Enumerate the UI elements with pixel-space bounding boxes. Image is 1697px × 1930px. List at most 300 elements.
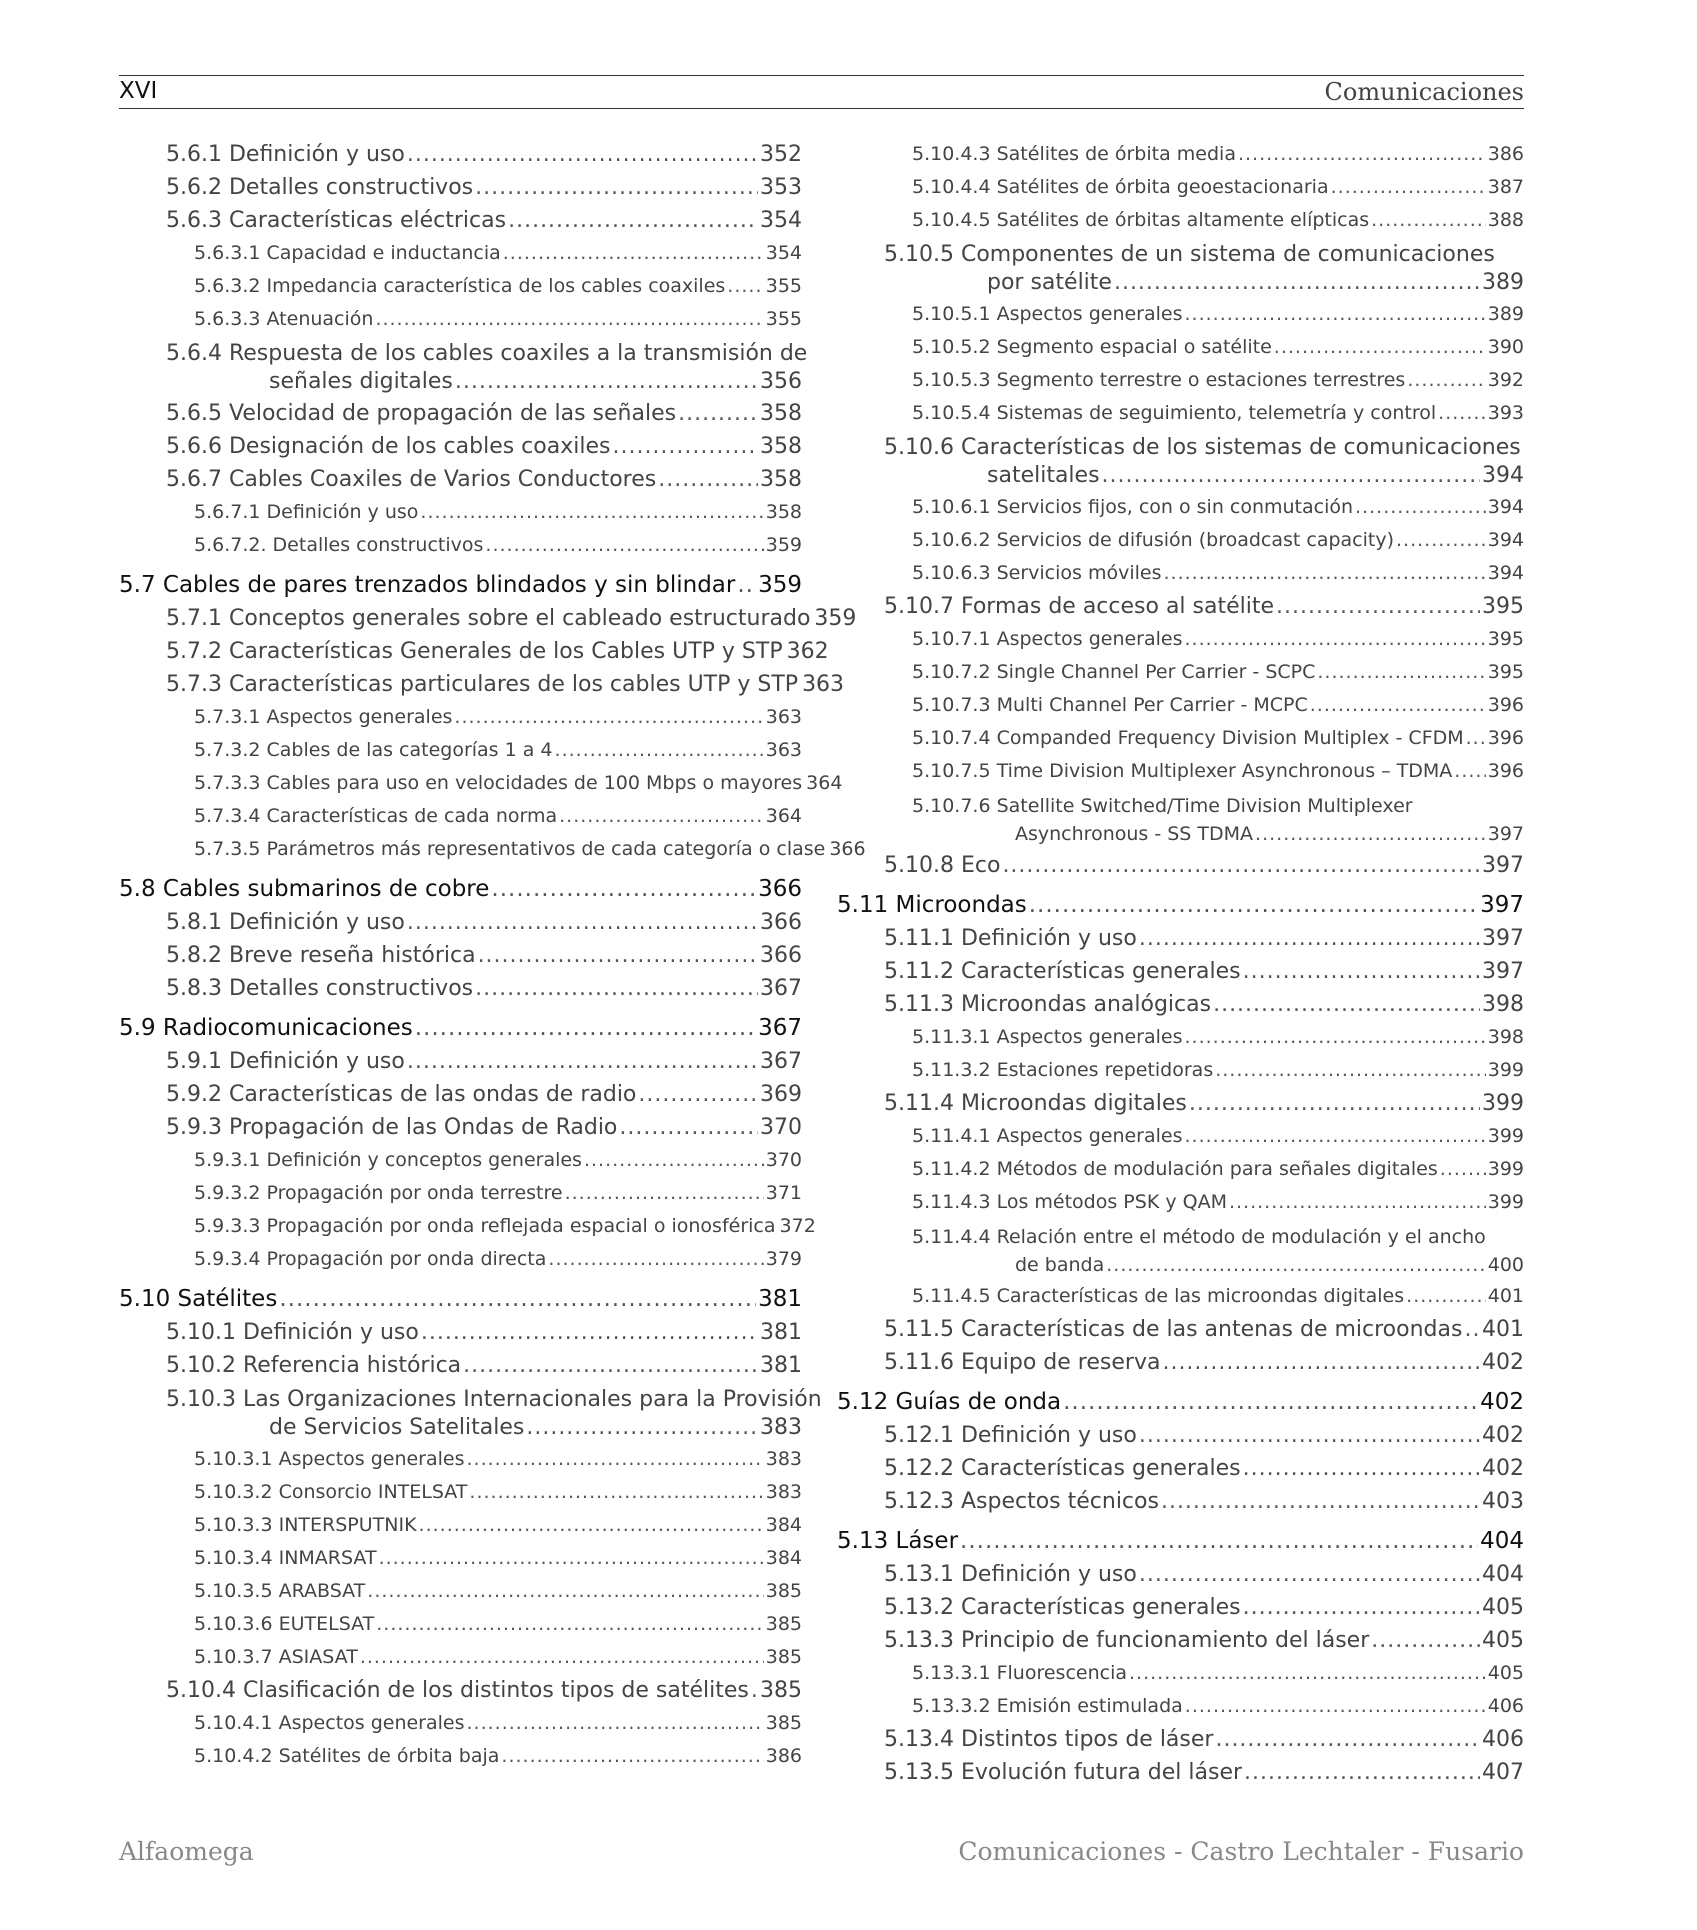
toc-page-number: 362: [786, 639, 829, 664]
toc-entry[interactable]: [837, 1153, 1524, 1186]
toc-entry-title: 5.13.3.1 Fluorescencia: [912, 1662, 1128, 1684]
dot-leader: [548, 1243, 763, 1276]
toc-page-number: 358: [765, 501, 802, 523]
toc-entry-title-continuation: señales digitales: [269, 369, 453, 394]
toc-entry-title: 5.10.3.5 ARABSAT: [194, 1580, 366, 1602]
toc-page-number: 384: [765, 1514, 802, 1536]
toc-entry[interactable]: [119, 873, 802, 906]
toc-entry[interactable]: [837, 1186, 1524, 1219]
toc-entry[interactable]: [837, 557, 1524, 590]
toc-entry[interactable]: [837, 788, 1524, 849]
toc-entry[interactable]: [837, 1756, 1524, 1789]
running-title: Comunicaciones: [1324, 78, 1524, 106]
toc-entry[interactable]: [119, 602, 857, 635]
toc-entry[interactable]: [119, 1740, 802, 1773]
toc-entry[interactable]: [119, 336, 808, 397]
toc-column-left: [119, 138, 866, 1773]
toc-entry[interactable]: [837, 1657, 1524, 1690]
toc-page-number: 385: [765, 1646, 802, 1668]
toc-entry[interactable]: [119, 1707, 802, 1740]
toc-entry-title: 5.10.5.1 Aspectos generales: [912, 303, 1183, 325]
toc-entry-title: 5.9.2 Características de las ondas de radio: [166, 1082, 637, 1107]
toc-entry-title: 5.11.5 Características de las antenas de microondas: [884, 1317, 1463, 1342]
toc-page-number: 402: [1480, 1389, 1524, 1415]
dot-leader: [1438, 397, 1486, 430]
toc-page-number: 364: [765, 805, 802, 827]
toc-page-number: 396: [1487, 694, 1524, 716]
toc-entry-title: 5.11.3.2 Estaciones repetidoras: [912, 1059, 1214, 1081]
toc-page-number: 367: [760, 976, 802, 1001]
dot-leader: [1238, 138, 1486, 171]
dot-leader: [1106, 1251, 1485, 1279]
dot-leader: [555, 734, 764, 767]
toc-entry[interactable]: [837, 988, 1524, 1021]
toc-entry[interactable]: [837, 689, 1524, 722]
toc-entry-title: 5.12.3 Aspectos técnicos: [884, 1489, 1159, 1514]
toc-entry[interactable]: [119, 171, 802, 204]
toc-page-number: 371: [765, 1182, 802, 1204]
toc-entry-title: 5.9.3.3 Propagación por onda reflejada espacial o ionosférica: [194, 1215, 776, 1237]
toc-entry-title: 5.13.3 Principio de funcionamiento del láser: [884, 1628, 1370, 1653]
toc-page-number: 359: [758, 572, 802, 598]
toc-entry-title: 5.7.3 Características particulares de los cables UTP y STP: [166, 672, 799, 697]
toc-page-number: 397: [1482, 926, 1524, 951]
dot-leader: [638, 1078, 758, 1111]
toc-entry-title: 5.7.2 Características Generales de los Cables UTP y STP: [166, 639, 783, 664]
toc-entry-title: 5.11.4.2 Métodos de modulación para señales digitales: [912, 1158, 1438, 1180]
toc-page-number: 393: [1487, 402, 1524, 424]
toc-entry-title: 5.7.3.4 Características de cada norma: [194, 805, 558, 827]
toc-entry-title: 5.11.4 Microondas digitales: [884, 1091, 1187, 1116]
toc-page-number: 395: [1487, 628, 1524, 650]
toc-entry[interactable]: [119, 1012, 802, 1045]
toc-page-number: 388: [1487, 209, 1524, 231]
toc-entry[interactable]: [837, 237, 1524, 298]
dot-leader: [467, 1707, 764, 1740]
toc-entry[interactable]: [837, 1591, 1524, 1624]
toc-page-number: 363: [765, 706, 802, 728]
toc-page-number: 363: [765, 739, 802, 761]
toc-page-number: 353: [760, 175, 802, 200]
toc-entry[interactable]: [119, 1443, 802, 1476]
toc-page-number: 402: [1482, 1423, 1524, 1448]
toc-entry[interactable]: [119, 1316, 802, 1349]
toc-entry-title: 5.10.3.6 EUTELSAT: [194, 1613, 375, 1635]
toc-entry[interactable]: [119, 1641, 802, 1674]
dot-leader: [678, 397, 758, 430]
toc-entry[interactable]: [837, 331, 1524, 364]
toc-page-number: 370: [760, 1115, 802, 1140]
dot-leader: [1215, 1723, 1480, 1756]
toc-entry-title: 5.10.5.3 Segmento terrestre o estaciones terrestres: [912, 369, 1406, 391]
toc-entry-title: 5.10.3.1 Aspectos generales: [194, 1448, 465, 1470]
header-bottom-rule: [119, 108, 1524, 109]
toc-entry[interactable]: [119, 1144, 802, 1177]
toc-entry-title: 5.12.1 Definición y uso: [884, 1423, 1137, 1448]
toc-entry[interactable]: [119, 1177, 802, 1210]
toc-page-number: 396: [1487, 760, 1524, 782]
toc-entry-title: 5.6.6 Designación de los cables coaxiles: [166, 434, 611, 459]
toc-page-number: 355: [765, 308, 802, 330]
toc-page-number: 394: [1487, 562, 1524, 584]
dot-leader: [619, 1111, 758, 1144]
toc-page-number: 392: [1487, 369, 1524, 391]
toc-entry-title: 5.10.4.5 Satélites de órbitas altamente elípticas: [912, 209, 1370, 231]
dot-leader: [612, 430, 758, 463]
toc-entry-title-continuation: de banda: [1015, 1254, 1105, 1276]
toc-entry[interactable]: [119, 701, 802, 734]
toc-page-number: 383: [765, 1448, 802, 1470]
toc-entry[interactable]: [837, 1558, 1524, 1591]
toc-entry-title: 5.9.3.1 Definición y conceptos generales: [194, 1149, 582, 1171]
dot-leader: [1274, 331, 1486, 364]
toc-page-number: 354: [765, 242, 802, 264]
toc-entry-title: 5.11.3.1 Aspectos generales: [912, 1026, 1183, 1048]
toc-entry-title: 5.10.5 Componentes de un sistema de comunicaciones: [884, 242, 1495, 267]
toc-entry-title: 5.10.7.5 Time Division Multiplexer Asynchronous – TDMA: [912, 760, 1453, 782]
toc-entry-title: 5.9.1 Definición y uso: [166, 1049, 405, 1074]
toc-entry-title: 5.6.5 Velocidad de propagación de las señales: [166, 401, 677, 426]
toc-entry-title: 5.10.7 Formas de acceso al satélite: [884, 594, 1275, 619]
toc-entry[interactable]: [837, 1054, 1524, 1087]
toc-page-number: 406: [1482, 1727, 1524, 1752]
toc-page-number: 389: [1487, 303, 1524, 325]
toc-entry[interactable]: [119, 237, 802, 270]
toc-entry[interactable]: [837, 1346, 1524, 1379]
toc-page-number: 381: [758, 1286, 802, 1312]
toc-entry-title: 5.10.6.3 Servicios móviles: [912, 562, 1162, 584]
dot-leader: [1139, 1558, 1480, 1591]
dot-leader: [1185, 1120, 1486, 1153]
toc-page-number: 372: [779, 1215, 816, 1237]
toc-entry-title: 5.10.6 Características de los sistemas de comunicaciones: [884, 435, 1521, 460]
toc-entry[interactable]: [119, 1045, 802, 1078]
toc-entry[interactable]: [119, 1382, 822, 1443]
toc-entry[interactable]: [119, 1078, 802, 1111]
toc-entry[interactable]: [119, 906, 802, 939]
toc-entry-title: 5.10.7.3 Multi Channel Per Carrier - MCPC: [912, 694, 1308, 716]
toc-entry[interactable]: [837, 1386, 1524, 1419]
toc-page-number: 405: [1482, 1595, 1524, 1620]
dot-leader: [1317, 656, 1485, 689]
toc-page-number: 358: [760, 467, 802, 492]
toc-page-number: 400: [1487, 1254, 1524, 1276]
toc-entry[interactable]: [837, 755, 1524, 788]
toc-entry[interactable]: [119, 668, 845, 701]
toc-page-number: 364: [806, 772, 843, 794]
toc-entry-title: 5.10.6.1 Servicios fijos, con o sin conmutación: [912, 496, 1354, 518]
toc-entry-title: 5.10.4.2 Satélites de órbita baja: [194, 1745, 500, 1767]
toc-entry[interactable]: [837, 922, 1524, 955]
dot-leader: [478, 939, 758, 972]
dot-leader: [375, 303, 763, 336]
toc-entry-title: 5.11.6 Equipo de reserva: [884, 1350, 1161, 1375]
toc-entry[interactable]: [837, 1624, 1524, 1657]
dot-leader: [1139, 1419, 1480, 1452]
dot-leader: [1129, 1657, 1486, 1690]
toc-entry[interactable]: [837, 364, 1524, 397]
toc-entry[interactable]: [119, 972, 802, 1005]
toc-page-number: 394: [1482, 463, 1524, 488]
toc-entry-title: 5.10.4.3 Satélites de órbita media: [912, 143, 1236, 165]
toc-entry[interactable]: [837, 1452, 1524, 1485]
toc-entry[interactable]: [837, 171, 1524, 204]
toc-entry[interactable]: [837, 889, 1524, 922]
toc-entry-title: 5.11.2 Características generales: [884, 959, 1241, 984]
toc-entry-title: 5.13.3.2 Emisión estimulada: [912, 1695, 1183, 1717]
toc-entry[interactable]: [837, 1087, 1524, 1120]
toc-entry[interactable]: [119, 270, 802, 303]
toc-page-number: 405: [1487, 1662, 1524, 1684]
toc-entry[interactable]: [119, 569, 802, 602]
toc-page-number: 398: [1487, 1026, 1524, 1048]
toc-entry-title: 5.13.2 Características generales: [884, 1595, 1241, 1620]
toc-page-number: 397: [1482, 959, 1524, 984]
toc-entry-title: 5.9.3.2 Propagación por onda terrestre: [194, 1182, 563, 1204]
toc-entry[interactable]: [837, 1525, 1524, 1558]
dot-leader: [1185, 1690, 1486, 1723]
dot-leader: [503, 237, 764, 270]
dot-leader: [508, 204, 758, 237]
toc-entry[interactable]: [837, 1485, 1524, 1518]
toc-entry[interactable]: [119, 1575, 802, 1608]
dot-leader: [360, 1641, 764, 1674]
toc-entry[interactable]: [119, 833, 866, 866]
toc-page-number: 366: [760, 943, 802, 968]
header-top-rule: [119, 75, 1524, 76]
dot-leader: [1229, 1186, 1486, 1219]
dot-leader: [469, 1476, 763, 1509]
dot-leader: [467, 1443, 764, 1476]
toc-page-number: 404: [1480, 1528, 1524, 1554]
toc-entry[interactable]: [837, 722, 1524, 755]
toc-entry-title: 5.10.2 Referencia histórica: [166, 1353, 462, 1378]
toc-page-number: 399: [1487, 1158, 1524, 1180]
toc-entry-title: 5.8.3 Detalles constructivos: [166, 976, 474, 1001]
dot-leader: [1162, 1346, 1480, 1379]
toc-entry[interactable]: [837, 524, 1524, 557]
toc-entry-title: 5.13.5 Evolución futura del láser: [884, 1760, 1243, 1785]
toc-page-number: 366: [829, 838, 866, 860]
toc-entry[interactable]: [837, 430, 1524, 491]
toc-page-number: 366: [760, 910, 802, 935]
toc-entry[interactable]: [837, 397, 1524, 430]
dot-leader: [485, 529, 763, 562]
toc-page-number: 370: [765, 1149, 802, 1171]
toc-page-number: 394: [1487, 496, 1524, 518]
toc-entry[interactable]: [837, 1419, 1524, 1452]
toc-entry-title: 5.6.7 Cables Coaxiles de Varios Conductores: [166, 467, 657, 492]
dot-leader: [1396, 524, 1486, 557]
toc-entry-title: 5.11.1 Definición y uso: [884, 926, 1137, 951]
toc-page-number: 404: [1482, 1562, 1524, 1587]
toc-page-number: 397: [1482, 853, 1524, 878]
dot-leader: [1139, 922, 1480, 955]
toc-page-number: 399: [1487, 1059, 1524, 1081]
toc-entry[interactable]: [119, 1283, 802, 1316]
toc-page-number: 399: [1487, 1191, 1524, 1213]
toc-entry-title: 5.10.7.6 Satellite Switched/Time Division Multiplexer: [912, 795, 1413, 817]
toc-entry[interactable]: [837, 138, 1524, 171]
toc-entry-title: 5.10.3.3 INTERSPUTNIK: [194, 1514, 417, 1536]
toc-entry[interactable]: [119, 397, 802, 430]
dot-leader: [1464, 1313, 1480, 1346]
toc-entry[interactable]: [837, 491, 1524, 524]
toc-entry[interactable]: [119, 1349, 802, 1382]
toc-entry-title: 5.13 Láser: [837, 1528, 959, 1554]
dot-leader: [1355, 491, 1486, 524]
dot-leader: [1185, 298, 1486, 331]
dot-leader: [420, 496, 763, 529]
toc-page-number: 402: [1482, 1350, 1524, 1375]
dot-leader: [737, 569, 756, 602]
toc-entry[interactable]: [837, 623, 1524, 656]
toc-entry[interactable]: [119, 1542, 802, 1575]
toc-page-number: 383: [760, 1415, 802, 1440]
toc-entry[interactable]: [837, 849, 1524, 882]
toc-entry-title: 5.12.2 Características generales: [884, 1456, 1241, 1481]
toc-entry[interactable]: [119, 204, 802, 237]
toc-entry[interactable]: [119, 1111, 802, 1144]
toc-entry[interactable]: [837, 298, 1524, 331]
toc-entry[interactable]: [837, 590, 1524, 623]
toc-entry-title: 5.12 Guías de onda: [837, 1389, 1062, 1415]
toc-entry[interactable]: [837, 1120, 1524, 1153]
toc-entry-title: 5.10.3.4 INMARSAT: [194, 1547, 377, 1569]
dot-leader: [1371, 204, 1486, 237]
toc-entry[interactable]: [837, 1021, 1524, 1054]
toc-page-number: 385: [760, 1678, 802, 1703]
toc-entry[interactable]: [837, 656, 1524, 689]
dot-leader: [1185, 1021, 1486, 1054]
toc-entry[interactable]: [837, 204, 1524, 237]
toc-entry-title: 5.11.4.3 Los métodos PSK y QAM: [912, 1191, 1227, 1213]
toc-entry-title: 5.10.8 Eco: [884, 853, 1001, 878]
toc-entry[interactable]: [119, 734, 802, 767]
toc-entry-title: 5.10.3.2 Consorcio INTELSAT: [194, 1481, 468, 1503]
toc-page-number: 399: [1482, 1091, 1524, 1116]
dot-leader: [415, 1012, 756, 1045]
toc-entry-title: 5.11.4.1 Aspectos generales: [912, 1125, 1183, 1147]
toc-page-number: 379: [765, 1248, 802, 1270]
toc-page-number: 381: [760, 1353, 802, 1378]
toc-entry-title: 5.11.4.5 Características de las microondas digitales: [912, 1285, 1405, 1307]
dot-leader: [1215, 1054, 1486, 1087]
toc-page-number: 403: [1482, 1489, 1524, 1514]
toc-column-right: [837, 138, 1524, 1789]
toc-page-number: 358: [760, 434, 802, 459]
toc-entry-title: 5.11 Microondas: [837, 892, 1027, 918]
dot-leader: [727, 270, 763, 303]
toc-entry-title: 5.10.4 Clasificación de los distintos tipos de satélites: [166, 1678, 749, 1703]
toc-entry-title: 5.6.2 Detalles constructivos: [166, 175, 474, 200]
toc-entry[interactable]: [119, 635, 829, 668]
toc-page-number: 386: [765, 1745, 802, 1767]
toc-page-number: 395: [1482, 594, 1524, 619]
dot-leader: [463, 1349, 758, 1382]
toc-entry-title: 5.8.2 Breve reseña histórica: [166, 943, 476, 968]
toc-entry-title: 5.7.3.2 Cables de las categorías 1 a 4: [194, 739, 553, 761]
toc-entry[interactable]: [119, 800, 802, 833]
toc-entry[interactable]: [119, 138, 802, 171]
toc-entry[interactable]: [837, 1313, 1524, 1346]
toc-entry-title: 5.13.4 Distintos tipos de láser: [884, 1727, 1214, 1752]
dot-leader: [455, 368, 758, 396]
toc-page-number: 356: [760, 369, 802, 394]
toc-entry-title: 5.10.5.4 Sistemas de seguimiento, telemetría y control: [912, 402, 1437, 424]
toc-entry-title: 5.7 Cables de pares trenzados blindados y sin blindar: [119, 572, 736, 598]
dot-leader: [1189, 1087, 1480, 1120]
toc-page-number: 385: [765, 1712, 802, 1734]
toc-entry-title-continuation: Asynchronous - SS TDMA: [1015, 823, 1254, 845]
dot-leader: [1454, 755, 1485, 788]
toc-page-number: 359: [814, 606, 857, 631]
toc-entry[interactable]: [837, 1280, 1524, 1313]
toc-page-number: 386: [1487, 143, 1524, 165]
toc-entry-title: 5.6.7.1 Definición y uso: [194, 501, 419, 523]
toc-page-number: 395: [1487, 661, 1524, 683]
toc-entry[interactable]: [119, 1608, 802, 1641]
dot-leader: [1276, 590, 1480, 623]
dot-leader: [1406, 1280, 1486, 1313]
toc-page-number: 354: [760, 208, 802, 233]
toc-page-number: 405: [1482, 1628, 1524, 1653]
dot-leader: [475, 972, 758, 1005]
toc-page-number: 402: [1482, 1456, 1524, 1481]
toc-entry[interactable]: [119, 1674, 802, 1707]
toc-entry-title: 5.13.1 Definición y uso: [884, 1562, 1137, 1587]
toc-entry[interactable]: [119, 529, 802, 562]
toc-entry[interactable]: [119, 1210, 816, 1243]
toc-entry[interactable]: [837, 1219, 1524, 1280]
toc-entry[interactable]: [837, 1690, 1524, 1723]
dot-leader: [1244, 1756, 1480, 1789]
dot-leader: [1029, 889, 1478, 922]
toc-entry-title: 5.6.7.2. Detalles constructivos: [194, 534, 484, 556]
toc-page-number: 381: [760, 1320, 802, 1345]
toc-page-number: 352: [760, 142, 802, 167]
toc-entry[interactable]: [119, 767, 843, 800]
toc-entry[interactable]: [119, 1509, 802, 1542]
dot-leader: [559, 800, 764, 833]
dot-leader: [407, 906, 758, 939]
dot-leader: [1063, 1386, 1478, 1419]
dot-leader: [1466, 722, 1486, 755]
dot-leader: [1102, 462, 1480, 490]
toc-entry[interactable]: [119, 496, 802, 529]
toc-entry-title: 5.9.3 Propagación de las Ondas de Radio: [166, 1115, 618, 1140]
toc-entry[interactable]: [119, 1243, 802, 1276]
toc-entry[interactable]: [837, 1723, 1524, 1756]
toc-entry[interactable]: [119, 939, 802, 972]
toc-page-number: 367: [760, 1049, 802, 1074]
toc-entry[interactable]: [119, 1476, 802, 1509]
toc-page-number: 398: [1482, 992, 1524, 1017]
dot-leader: [407, 138, 758, 171]
toc-entry[interactable]: [837, 955, 1524, 988]
toc-entry[interactable]: [119, 430, 802, 463]
toc-entry-title: 5.10 Satélites: [119, 1286, 278, 1312]
dot-leader: [475, 171, 758, 204]
dot-leader: [407, 1045, 758, 1078]
toc-page-number: 367: [758, 1015, 802, 1041]
publisher: Alfaomega: [119, 1837, 254, 1866]
dot-leader: [1164, 557, 1486, 590]
toc-entry[interactable]: [119, 463, 802, 496]
toc-page-number: 358: [760, 401, 802, 426]
toc-page-number: 397: [1480, 892, 1524, 918]
toc-entry[interactable]: [119, 303, 802, 336]
